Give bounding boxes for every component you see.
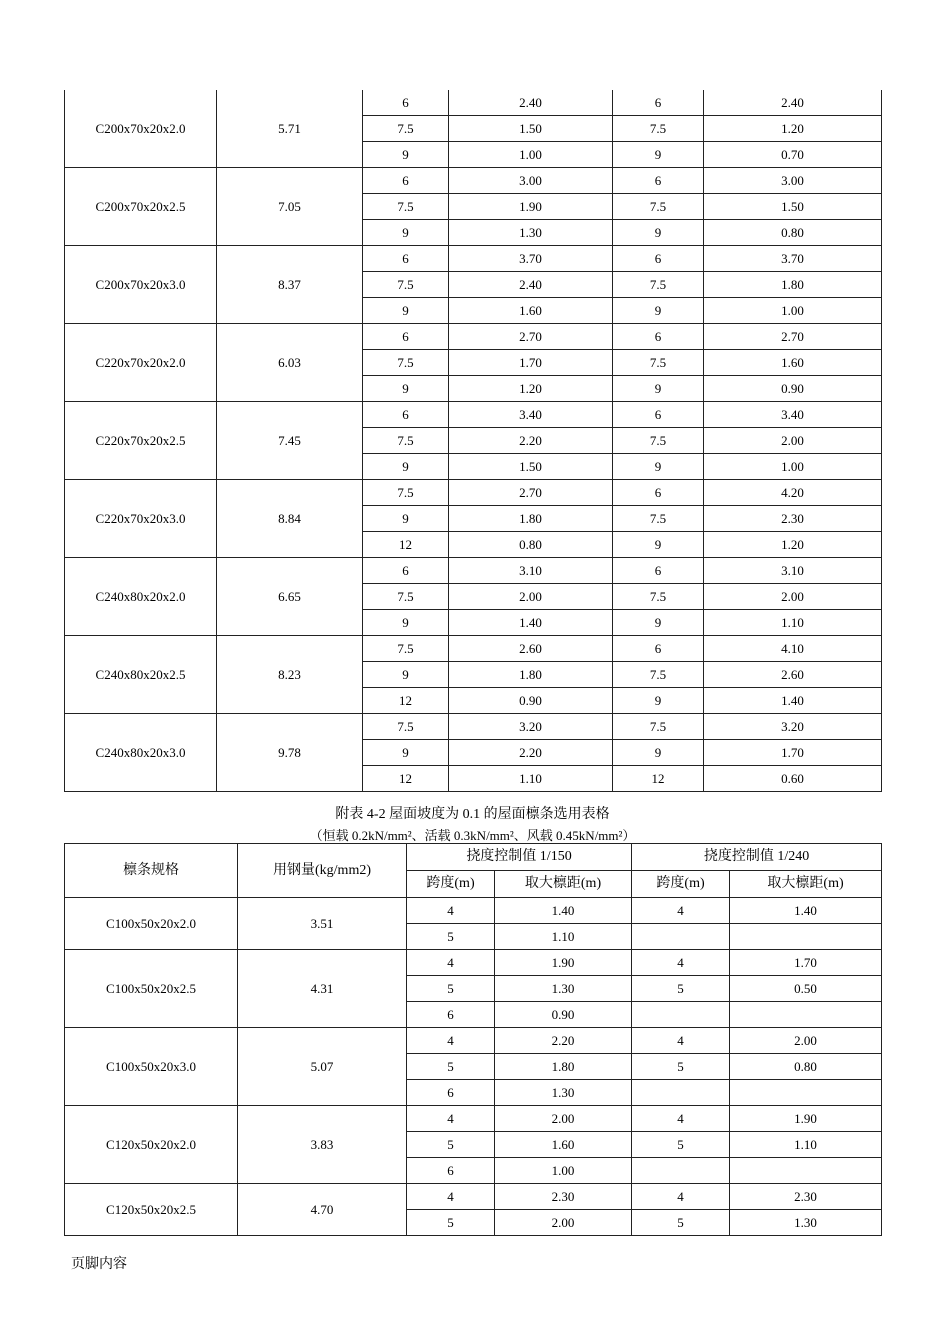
spec-cell: C100x50x20x2.5 <box>65 950 238 1028</box>
span-150-cell: 7.5 <box>363 116 449 142</box>
spacing-240-cell: 1.50 <box>704 194 882 220</box>
spacing-150-cell: 1.90 <box>495 950 632 976</box>
spacing-150-cell: 1.70 <box>449 350 613 376</box>
span-150-cell: 9 <box>363 740 449 766</box>
spacing-150-cell: 1.40 <box>495 898 632 924</box>
span-150-cell: 5 <box>407 976 495 1002</box>
spacing-150-cell: 1.30 <box>495 1080 632 1106</box>
span-240-cell <box>632 1158 730 1184</box>
span-150-cell: 9 <box>363 298 449 324</box>
span-240-cell: 9 <box>613 688 704 714</box>
spacing-150-cell: 1.80 <box>449 506 613 532</box>
spacing-150-cell: 2.20 <box>449 428 613 454</box>
spec-cell: C240x80x20x3.0 <box>65 714 217 792</box>
span-240-cell: 4 <box>632 1184 730 1210</box>
span-240-cell: 5 <box>632 976 730 1002</box>
spacing-150-cell: 2.40 <box>449 90 613 116</box>
span-150-cell: 9 <box>363 220 449 246</box>
weight-cell: 7.05 <box>217 168 363 246</box>
spacing-240-cell: 1.20 <box>704 116 882 142</box>
span-240-cell: 5 <box>632 1054 730 1080</box>
span-150-cell: 9 <box>363 454 449 480</box>
spacing-150-cell: 0.80 <box>449 532 613 558</box>
purlin-selection-table <box>64 843 882 1236</box>
spacing-240-cell: 1.40 <box>730 898 882 924</box>
span-240-cell: 9 <box>613 376 704 402</box>
spacing-240-cell: 2.00 <box>704 584 882 610</box>
span-150-cell: 6 <box>363 324 449 350</box>
spacing-240-cell: 0.50 <box>730 976 882 1002</box>
spacing-240-cell: 3.40 <box>704 402 882 428</box>
span-240-cell: 6 <box>613 636 704 662</box>
span-150-cell: 6 <box>363 168 449 194</box>
span-150-cell: 6 <box>363 402 449 428</box>
span-240-cell: 7.5 <box>613 506 704 532</box>
spacing-150-cell: 1.80 <box>449 662 613 688</box>
span-150-cell: 5 <box>407 1054 495 1080</box>
spacing-150-cell: 2.00 <box>449 584 613 610</box>
span-240-cell: 7.5 <box>613 116 704 142</box>
spacing-240-cell <box>730 1158 882 1184</box>
spec-cell: C200x70x20x3.0 <box>65 246 217 324</box>
spacing-150-cell: 1.60 <box>495 1132 632 1158</box>
spacing-240-cell: 2.30 <box>704 506 882 532</box>
weight-cell: 4.31 <box>238 950 407 1028</box>
span-150-cell: 7.5 <box>363 584 449 610</box>
spacing-240-cell: 1.40 <box>704 688 882 714</box>
span-240-cell: 5 <box>632 1210 730 1236</box>
spacing-240-cell: 1.00 <box>704 454 882 480</box>
spacing-150-cell: 0.90 <box>495 1002 632 1028</box>
span-240-cell: 7.5 <box>613 714 704 740</box>
spacing-240-cell: 1.00 <box>704 298 882 324</box>
spacing-150-cell: 1.40 <box>449 610 613 636</box>
weight-cell: 8.23 <box>217 636 363 714</box>
span-150-cell: 7.5 <box>363 194 449 220</box>
spacing-240-cell: 0.70 <box>704 142 882 168</box>
span-240-cell: 9 <box>613 454 704 480</box>
span-240-cell <box>632 1080 730 1106</box>
span-150-cell: 7.5 <box>363 480 449 506</box>
header-span-2: 跨度(m) <box>632 871 730 898</box>
span-150-cell: 6 <box>407 1080 495 1106</box>
span-150-cell: 6 <box>363 90 449 116</box>
spacing-150-cell: 2.40 <box>449 272 613 298</box>
spacing-240-cell <box>730 1080 882 1106</box>
page-footer: 页脚内容 <box>71 1257 127 1272</box>
weight-cell: 3.51 <box>238 898 407 950</box>
spacing-150-cell: 3.00 <box>449 168 613 194</box>
spacing-150-cell: 1.30 <box>449 220 613 246</box>
weight-cell: 7.45 <box>217 402 363 480</box>
table-row <box>65 246 882 272</box>
spacing-240-cell: 3.00 <box>704 168 882 194</box>
span-150-cell: 7.5 <box>363 350 449 376</box>
span-240-cell: 5 <box>632 1132 730 1158</box>
span-240-cell: 6 <box>613 480 704 506</box>
spacing-240-cell: 1.10 <box>730 1132 882 1158</box>
spacing-150-cell: 2.70 <box>449 480 613 506</box>
spacing-240-cell: 2.30 <box>730 1184 882 1210</box>
span-150-cell: 4 <box>407 950 495 976</box>
span-240-cell: 6 <box>613 90 704 116</box>
spec-cell: C220x70x20x3.0 <box>65 480 217 558</box>
span-240-cell: 4 <box>632 950 730 976</box>
span-240-cell: 6 <box>613 246 704 272</box>
span-240-cell: 7.5 <box>613 194 704 220</box>
spacing-240-cell: 3.20 <box>704 714 882 740</box>
spacing-240-cell: 3.70 <box>704 246 882 272</box>
span-240-cell: 7.5 <box>613 428 704 454</box>
spacing-150-cell: 2.30 <box>495 1184 632 1210</box>
spacing-150-cell: 1.80 <box>495 1054 632 1080</box>
span-240-cell: 6 <box>613 168 704 194</box>
spacing-150-cell: 2.60 <box>449 636 613 662</box>
spacing-150-cell: 1.90 <box>449 194 613 220</box>
weight-cell: 6.65 <box>217 558 363 636</box>
spacing-240-cell: 3.10 <box>704 558 882 584</box>
span-150-cell: 7.5 <box>363 272 449 298</box>
span-150-cell: 9 <box>363 662 449 688</box>
weight-cell: 3.83 <box>238 1106 407 1184</box>
header-spacing-2: 取大檩距(m) <box>730 871 882 898</box>
spacing-150-cell: 1.20 <box>449 376 613 402</box>
table-row <box>65 90 882 116</box>
span-150-cell: 4 <box>407 1028 495 1054</box>
table-row <box>65 898 882 924</box>
span-150-cell: 7.5 <box>363 714 449 740</box>
spacing-240-cell: 4.10 <box>704 636 882 662</box>
spacing-150-cell: 1.60 <box>449 298 613 324</box>
table-row <box>65 950 882 976</box>
spacing-150-cell: 1.10 <box>495 924 632 950</box>
span-240-cell: 6 <box>613 402 704 428</box>
spacing-150-cell: 1.00 <box>449 142 613 168</box>
spec-cell: C120x50x20x2.5 <box>65 1184 238 1236</box>
spacing-240-cell <box>730 924 882 950</box>
weight-cell: 8.84 <box>217 480 363 558</box>
spec-cell: C240x80x20x2.0 <box>65 558 217 636</box>
span-150-cell: 4 <box>407 1184 495 1210</box>
spacing-150-cell: 2.00 <box>495 1210 632 1236</box>
spacing-240-cell: 2.60 <box>704 662 882 688</box>
span-150-cell: 4 <box>407 1106 495 1132</box>
spacing-150-cell: 2.20 <box>495 1028 632 1054</box>
table-caption: 附表 4-2 屋面坡度为 0.1 的屋面檩条选用表格 <box>335 807 610 822</box>
span-150-cell: 5 <box>407 924 495 950</box>
span-240-cell: 12 <box>613 766 704 792</box>
span-150-cell: 6 <box>363 246 449 272</box>
span-150-cell: 7.5 <box>363 428 449 454</box>
table-row <box>65 1184 882 1210</box>
span-240-cell: 7.5 <box>613 350 704 376</box>
table-row <box>65 402 882 428</box>
spacing-240-cell <box>730 1002 882 1028</box>
spec-cell: C100x50x20x2.0 <box>65 898 238 950</box>
span-150-cell: 6 <box>363 558 449 584</box>
span-150-cell: 9 <box>363 610 449 636</box>
table-row <box>65 324 882 350</box>
spacing-150-cell: 2.20 <box>449 740 613 766</box>
weight-cell: 8.37 <box>217 246 363 324</box>
weight-cell: 9.78 <box>217 714 363 792</box>
table-row <box>65 714 882 740</box>
span-240-cell: 4 <box>632 1106 730 1132</box>
spacing-240-cell: 1.70 <box>730 950 882 976</box>
table-subcaption: （恒载 0.2kN/mm²、活载 0.3kN/mm²、风载 0.45kN/mm²） <box>309 828 636 843</box>
spec-cell: C120x50x20x2.0 <box>65 1106 238 1184</box>
spacing-240-cell: 1.80 <box>704 272 882 298</box>
spacing-240-cell: 0.90 <box>704 376 882 402</box>
spacing-240-cell: 4.20 <box>704 480 882 506</box>
span-150-cell: 6 <box>407 1002 495 1028</box>
span-240-cell: 9 <box>613 298 704 324</box>
header-spacing-1: 取大檩距(m) <box>495 871 632 898</box>
span-240-cell: 4 <box>632 898 730 924</box>
spacing-240-cell: 2.40 <box>704 90 882 116</box>
span-150-cell: 12 <box>363 766 449 792</box>
weight-cell: 4.70 <box>238 1184 407 1236</box>
spacing-240-cell: 2.00 <box>704 428 882 454</box>
spec-cell: C240x80x20x2.5 <box>65 636 217 714</box>
spacing-240-cell: 0.80 <box>730 1054 882 1080</box>
table-row <box>65 1106 882 1132</box>
weight-cell: 5.07 <box>238 1028 407 1106</box>
spacing-240-cell: 1.30 <box>730 1210 882 1236</box>
span-240-cell: 7.5 <box>613 272 704 298</box>
table-row <box>65 1028 882 1054</box>
span-240-cell: 7.5 <box>613 662 704 688</box>
spacing-240-cell: 0.80 <box>704 220 882 246</box>
spacing-150-cell: 3.40 <box>449 402 613 428</box>
spacing-150-cell: 1.50 <box>449 116 613 142</box>
span-240-cell: 6 <box>613 558 704 584</box>
spec-cell: C200x70x20x2.5 <box>65 168 217 246</box>
spec-cell: C220x70x20x2.0 <box>65 324 217 402</box>
span-240-cell: 6 <box>613 324 704 350</box>
span-150-cell: 5 <box>407 1210 495 1236</box>
spacing-150-cell: 1.00 <box>495 1158 632 1184</box>
header-span-1: 跨度(m) <box>407 871 495 898</box>
span-150-cell: 5 <box>407 1132 495 1158</box>
weight-cell: 6.03 <box>217 324 363 402</box>
table-row <box>65 558 882 584</box>
span-240-cell: 7.5 <box>613 584 704 610</box>
spacing-240-cell: 2.00 <box>730 1028 882 1054</box>
span-240-cell: 9 <box>613 142 704 168</box>
spec-cell: C200x70x20x2.0 <box>65 90 217 168</box>
spacing-150-cell: 1.30 <box>495 976 632 1002</box>
span-150-cell: 9 <box>363 142 449 168</box>
span-150-cell: 12 <box>363 688 449 714</box>
spacing-240-cell: 1.10 <box>704 610 882 636</box>
spacing-150-cell: 2.00 <box>495 1106 632 1132</box>
span-150-cell: 7.5 <box>363 636 449 662</box>
spacing-150-cell: 1.10 <box>449 766 613 792</box>
table-row <box>65 480 882 506</box>
span-150-cell: 4 <box>407 898 495 924</box>
spacing-240-cell: 2.70 <box>704 324 882 350</box>
span-240-cell <box>632 924 730 950</box>
spacing-240-cell: 1.20 <box>704 532 882 558</box>
weight-cell: 5.71 <box>217 90 363 168</box>
span-240-cell: 9 <box>613 740 704 766</box>
header-deflection-240: 挠度控制值 1/240 <box>632 844 882 871</box>
spacing-240-cell: 1.70 <box>704 740 882 766</box>
span-240-cell: 4 <box>632 1028 730 1054</box>
purlin-table-continued <box>64 90 882 792</box>
span-240-cell <box>632 1002 730 1028</box>
spacing-150-cell: 0.90 <box>449 688 613 714</box>
span-240-cell: 9 <box>613 220 704 246</box>
spacing-240-cell: 0.60 <box>704 766 882 792</box>
spacing-240-cell: 1.60 <box>704 350 882 376</box>
table-row <box>65 168 882 194</box>
spacing-150-cell: 3.20 <box>449 714 613 740</box>
spacing-240-cell: 1.90 <box>730 1106 882 1132</box>
header-steel: 用钢量(kg/mm2) <box>238 844 407 898</box>
spec-cell: C100x50x20x3.0 <box>65 1028 238 1106</box>
spec-cell: C220x70x20x2.5 <box>65 402 217 480</box>
header-spec: 檩条规格 <box>65 844 238 898</box>
table-row <box>65 636 882 662</box>
spacing-150-cell: 3.10 <box>449 558 613 584</box>
span-150-cell: 6 <box>407 1158 495 1184</box>
span-150-cell: 12 <box>363 532 449 558</box>
spacing-150-cell: 3.70 <box>449 246 613 272</box>
span-150-cell: 9 <box>363 506 449 532</box>
spacing-150-cell: 1.50 <box>449 454 613 480</box>
header-deflection-150: 挠度控制值 1/150 <box>407 844 632 871</box>
span-240-cell: 9 <box>613 610 704 636</box>
span-150-cell: 9 <box>363 376 449 402</box>
spacing-150-cell: 2.70 <box>449 324 613 350</box>
span-240-cell: 9 <box>613 532 704 558</box>
